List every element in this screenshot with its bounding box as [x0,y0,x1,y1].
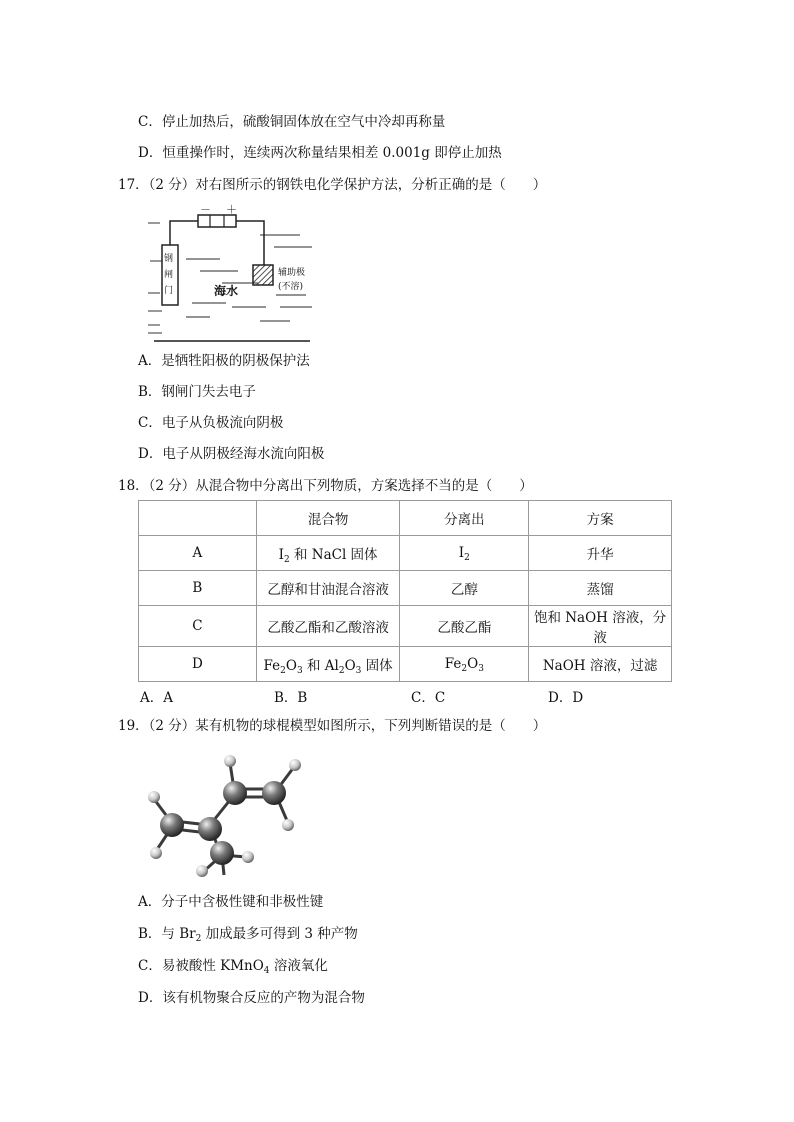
electrode-label: 辅助极 [278,268,306,278]
gate-label-3: 门 [164,286,174,296]
table-header: 混合物 [256,501,400,536]
table-header-row [139,501,672,536]
q19-stem: 19．（2 分）某有机物的球棍模型如图所示，下列判断错误的是（ ） [118,718,547,734]
separated-cell: 乙酸乙酯 [400,606,529,647]
mixture-cell: $I_2$ 和 NaCl 固体 [256,536,400,571]
hydrogen-atom [282,819,294,831]
positive-terminal: ＋ [226,204,237,216]
hydrogen-atom [196,865,208,877]
power-source [198,215,236,227]
table-row [139,536,672,571]
row-label: A [139,536,257,571]
carbon-atom [198,817,222,841]
mixture-cell: $Fe_2O_3$ 和 $Al_2O_3$ 固体 [256,647,400,682]
q17-stem: 17．（2 分）对右图所示的钢铁电化学保护方法，分析正确的是（ ） [118,177,547,193]
q19-option-b: B．与 $Br_2$ 加成最多可得到 3 种产物 [138,926,358,944]
q17-option-c: C．电子从负极流向阴极 [138,415,284,431]
hydrogen-atom [289,759,301,771]
carbon-atom [223,781,247,805]
plan-cell: 蒸馏 [529,571,672,606]
negative-terminal: － [200,204,211,216]
plan-cell: NaOH 溶液，过滤 [529,647,672,682]
q19-option-d: D．该有机物聚合反应的产物为混合物 [138,990,365,1006]
q17-option-b: B．钢闸门失去电子 [138,384,256,400]
q19-option-c: C．易被酸性 KMnO$_4$ 溶液氧化 [138,958,328,976]
q16-option-c: C．停止加热后，硫酸铜固体放在空气中冷却再称量 [138,114,446,130]
hydrogen-atom [150,847,162,859]
q16-option-d: D．恒重操作时，连续两次称量结果相差 0.001g 即停止加热 [138,145,502,161]
q18-stem: 18．（2 分）从混合物中分离出下列物质，方案选择不当的是（ ） [118,478,533,494]
separated-cell: 乙醇 [400,571,529,606]
table-row [139,571,672,606]
row-label: B [139,571,257,606]
ball-and-stick-model [140,745,310,880]
separated-cell: $Fe_2O_3$ [400,647,529,682]
hydrogen-atom [242,851,254,863]
carbon-atom [262,781,286,805]
q19-option-a: A．分子中含极性键和非极性键 [138,894,324,910]
electrochemical-protection-figure [140,203,320,343]
table-header: 方案 [529,501,672,536]
q18-answer-d: D．D [548,690,584,706]
gate-label-2: 闸 [164,270,174,280]
row-label: D [139,647,257,682]
separated-cell: $I_2$ [400,536,529,571]
electrode-label-insoluble: (不溶) [278,282,304,292]
table-header [139,501,257,536]
auxiliary-electrode [253,265,273,285]
q18-answer-b: B．B [274,690,308,706]
q18-answer-c: C．C [411,690,446,706]
plan-cell: 饱和 NaOH 溶液，分液 [529,606,672,647]
table-header: 分离出 [400,501,529,536]
carbon-atom [210,841,234,865]
mixture-cell: 乙醇和甘油混合溶液 [256,571,400,606]
q17-option-a: A．是牺牲阳极的阴极保护法 [138,353,310,369]
plan-cell: 升华 [529,536,672,571]
table-row [139,647,672,682]
seawater-label: 海水 [214,284,239,298]
mixture-cell: 乙酸乙酯和乙酸溶液 [256,606,400,647]
q18-answer-a: A．A [140,690,173,706]
carbon-atom [160,813,184,837]
row-label: C [139,606,257,647]
table-row [139,606,672,647]
hydrogen-atom [224,755,236,767]
q17-option-d: D．电子从阴极经海水流向阳极 [138,446,325,462]
hydrogen-atom [148,791,160,803]
gate-label-1: 钢 [164,254,174,264]
separation-table [138,500,672,682]
